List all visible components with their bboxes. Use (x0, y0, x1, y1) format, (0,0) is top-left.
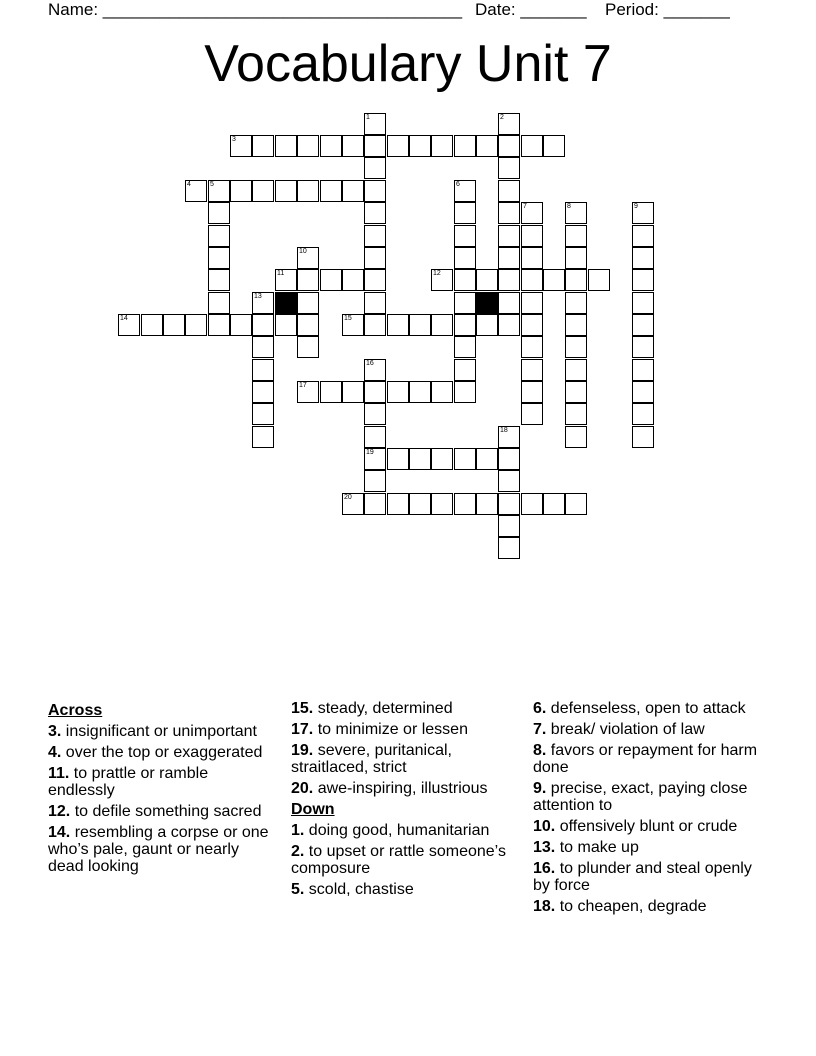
down-heading: Down (291, 801, 335, 818)
clue-number: 8 (567, 203, 571, 210)
grid-cell[interactable] (208, 269, 230, 291)
grid-cell[interactable] (252, 180, 274, 202)
grid-cell[interactable] (521, 403, 543, 425)
grid-cell[interactable] (565, 247, 587, 269)
grid-cell[interactable] (252, 314, 274, 336)
clue-number: 11 (277, 270, 285, 277)
clue-number-label: 15. (291, 700, 314, 717)
grid-cell[interactable] (476, 493, 498, 515)
clue-text: to plunder and steal openly by force (533, 860, 752, 894)
clue-number: 20 (344, 494, 352, 501)
grid-cell[interactable] (252, 135, 274, 157)
clue-text: to prattle or ramble endlessly (48, 765, 209, 799)
grid-cell[interactable] (454, 247, 476, 269)
name-field[interactable]: Name: ______________________________________ (48, 0, 463, 19)
clue-number: 18 (500, 427, 508, 434)
grid-cell[interactable] (342, 135, 364, 157)
grid-cell[interactable] (565, 359, 587, 381)
grid-cell[interactable] (632, 314, 654, 336)
clue-item (533, 780, 768, 814)
clue-text: severe, puritanical, straitlaced, strict (291, 742, 452, 776)
grid-cell[interactable] (632, 247, 654, 269)
clue-item (533, 839, 768, 856)
clue-item (291, 780, 516, 797)
clue-item (533, 700, 768, 717)
grid-cell[interactable] (141, 314, 163, 336)
grid-cell[interactable] (431, 269, 453, 291)
grid-cell[interactable] (454, 202, 476, 224)
grid-cell[interactable] (588, 269, 610, 291)
grid-cell[interactable] (364, 135, 386, 157)
clue-number-label: 9. (533, 780, 547, 797)
grid-cell[interactable] (409, 448, 431, 470)
grid-cell[interactable] (521, 359, 543, 381)
clue-number-label: 14. (48, 824, 71, 841)
grid-cell[interactable] (521, 336, 543, 358)
clue-item (291, 843, 516, 877)
clue-item (533, 721, 768, 738)
grid-cell[interactable] (208, 247, 230, 269)
grid-cell[interactable] (409, 381, 431, 403)
grid-cell[interactable] (364, 180, 386, 202)
clue-number-label: 4. (48, 744, 62, 761)
down-clue-list-cont (533, 700, 768, 915)
grid-cell[interactable] (297, 381, 319, 403)
clue-number: 5 (210, 181, 214, 188)
grid-cell[interactable] (498, 448, 520, 470)
grid-cell[interactable] (454, 336, 476, 358)
clue-number: 2 (500, 114, 504, 121)
clue-number-label: 6. (533, 700, 547, 717)
grid-cell[interactable] (454, 292, 476, 314)
grid-cell[interactable] (208, 180, 230, 202)
grid-cell[interactable] (454, 381, 476, 403)
grid-cell[interactable] (498, 426, 520, 448)
grid-cell[interactable] (364, 269, 386, 291)
clue-item (533, 818, 768, 835)
grid-cell[interactable] (252, 403, 274, 425)
clue-text: to upset or rattle someone’s composure (291, 843, 506, 877)
grid-cell[interactable] (208, 225, 230, 247)
grid-cell[interactable] (521, 292, 543, 314)
grid-cell[interactable] (454, 269, 476, 291)
grid-cell[interactable] (565, 403, 587, 425)
grid-cell[interactable] (632, 403, 654, 425)
grid-cell[interactable] (342, 493, 364, 515)
grid-cell[interactable] (565, 426, 587, 448)
grid-cell[interactable] (275, 180, 297, 202)
grid-cell[interactable] (409, 314, 431, 336)
clue-text: break/ violation of law (546, 721, 705, 738)
clue-number-label: 10. (533, 818, 556, 835)
clue-text: to make up (555, 839, 639, 856)
grid-cell[interactable] (364, 225, 386, 247)
grid-cell[interactable] (498, 292, 520, 314)
grid-cell[interactable] (297, 269, 319, 291)
clue-number: 12 (433, 270, 441, 277)
date-field[interactable]: Date: _______ (475, 0, 587, 19)
grid-cell[interactable] (431, 381, 453, 403)
grid-cell[interactable] (230, 180, 252, 202)
clue-text: steady, determined (313, 700, 453, 717)
clue-text: awe-inspiring, illustrious (313, 780, 488, 797)
clue-item (48, 803, 273, 820)
clues-column-1 (48, 700, 273, 879)
grid-cell[interactable] (387, 135, 409, 157)
clue-number-label: 18. (533, 898, 556, 915)
grid-cell[interactable] (565, 202, 587, 224)
grid-cell[interactable] (364, 403, 386, 425)
grid-cell[interactable] (521, 225, 543, 247)
grid-cell[interactable] (632, 225, 654, 247)
grid-cell[interactable] (320, 135, 342, 157)
grid-cell[interactable] (163, 314, 185, 336)
grid-cell[interactable] (521, 202, 543, 224)
grid-cell[interactable] (521, 135, 543, 157)
grid-cell[interactable] (498, 247, 520, 269)
grid-cell[interactable] (185, 180, 207, 202)
grid-cell[interactable] (118, 314, 140, 336)
clue-number-label: 16. (533, 860, 556, 877)
grid-cell[interactable] (364, 448, 386, 470)
grid-cell[interactable] (230, 135, 252, 157)
grid-cell[interactable] (632, 381, 654, 403)
clue-number-label: 20. (291, 780, 314, 797)
clue-number: 6 (456, 181, 460, 188)
grid-cell[interactable] (498, 269, 520, 291)
grid-cell[interactable] (565, 225, 587, 247)
black-square (275, 292, 297, 314)
grid-cell[interactable] (431, 314, 453, 336)
grid-cell[interactable] (342, 180, 364, 202)
grid-cell[interactable] (252, 359, 274, 381)
grid-cell[interactable] (454, 493, 476, 515)
grid-cell[interactable] (364, 359, 386, 381)
grid-cell[interactable] (476, 269, 498, 291)
grid-cell[interactable] (498, 202, 520, 224)
grid-cell[interactable] (387, 448, 409, 470)
grid-cell[interactable] (521, 381, 543, 403)
grid-cell[interactable] (521, 314, 543, 336)
grid-cell[interactable] (565, 381, 587, 403)
grid-cell[interactable] (364, 381, 386, 403)
grid-cell[interactable] (543, 269, 565, 291)
clue-number-label: 13. (533, 839, 556, 856)
clue-item (533, 742, 768, 776)
clue-number: 15 (344, 315, 352, 322)
grid-cell[interactable] (297, 314, 319, 336)
clue-text: insignificant or unimportant (61, 723, 257, 740)
grid-cell[interactable] (543, 493, 565, 515)
grid-cell[interactable] (252, 336, 274, 358)
grid-cell[interactable] (275, 269, 297, 291)
grid-cell[interactable] (230, 314, 252, 336)
clue-item (533, 860, 768, 894)
clue-item (48, 744, 273, 761)
clue-number: 1 (366, 114, 370, 121)
clue-number-label: 7. (533, 721, 547, 738)
grid-cell[interactable] (521, 493, 543, 515)
grid-cell[interactable] (252, 292, 274, 314)
clue-number-label: 1. (291, 822, 305, 839)
grid-cell[interactable] (364, 426, 386, 448)
clue-number: 16 (366, 360, 374, 367)
clues-column-2 (291, 700, 516, 902)
clue-text: scold, chastise (304, 881, 414, 898)
grid-cell[interactable] (565, 493, 587, 515)
grid-cell[interactable] (364, 202, 386, 224)
grid-cell[interactable] (454, 359, 476, 381)
grid-cell[interactable] (632, 202, 654, 224)
grid-cell[interactable] (454, 314, 476, 336)
clues-column-3 (533, 700, 768, 919)
grid-cell[interactable] (342, 381, 364, 403)
grid-cell[interactable] (632, 269, 654, 291)
grid-cell[interactable] (342, 269, 364, 291)
grid-cell[interactable] (498, 135, 520, 157)
clue-item (291, 822, 516, 839)
grid-cell[interactable] (498, 180, 520, 202)
across-clue-list-cont (291, 700, 516, 797)
grid-cell[interactable] (498, 113, 520, 135)
clue-number: 13 (254, 293, 262, 300)
grid-cell[interactable] (476, 314, 498, 336)
clue-text: doing good, humanitarian (304, 822, 490, 839)
clue-number: 7 (523, 203, 527, 210)
grid-cell[interactable] (409, 135, 431, 157)
across-heading: Across (48, 702, 103, 719)
grid-cell[interactable] (632, 292, 654, 314)
grid-cell[interactable] (320, 381, 342, 403)
clue-number-label: 11. (48, 765, 70, 782)
clue-item (291, 700, 516, 717)
page-title: Vocabulary Unit 7 (204, 35, 612, 93)
clue-number-label: 8. (533, 742, 547, 759)
grid-cell[interactable] (364, 314, 386, 336)
grid-cell[interactable] (476, 135, 498, 157)
grid-cell[interactable] (297, 135, 319, 157)
grid-cell[interactable] (454, 135, 476, 157)
grid-cell[interactable] (297, 180, 319, 202)
grid-cell[interactable] (498, 157, 520, 179)
grid-cell[interactable] (297, 247, 319, 269)
grid-cell[interactable] (498, 515, 520, 537)
period-field[interactable]: Period: _______ (605, 0, 730, 19)
grid-cell[interactable] (498, 470, 520, 492)
clue-text: precise, exact, paying close attention to (533, 780, 748, 814)
grid-cell[interactable] (498, 314, 520, 336)
grid-cell[interactable] (208, 314, 230, 336)
clue-number: 17 (299, 382, 307, 389)
clue-item (291, 721, 516, 738)
grid-cell[interactable] (387, 493, 409, 515)
grid-cell[interactable] (342, 314, 364, 336)
black-square (476, 292, 498, 314)
clue-number: 3 (232, 136, 236, 143)
grid-cell[interactable] (454, 225, 476, 247)
grid-cell[interactable] (297, 292, 319, 314)
clue-text: to cheapen, degrade (555, 898, 707, 915)
clue-item (48, 824, 273, 875)
clue-number-label: 3. (48, 723, 62, 740)
clue-item (291, 742, 516, 776)
grid-cell[interactable] (565, 269, 587, 291)
grid-cell[interactable] (275, 135, 297, 157)
grid-cell[interactable] (431, 493, 453, 515)
clue-text: to minimize or lessen (313, 721, 468, 738)
grid-cell[interactable] (208, 202, 230, 224)
across-clue-list (48, 723, 273, 875)
grid-cell[interactable] (275, 314, 297, 336)
clue-number: 19 (366, 449, 374, 456)
grid-cell[interactable] (454, 448, 476, 470)
grid-cell[interactable] (476, 448, 498, 470)
clue-number-label: 17. (291, 721, 314, 738)
clue-number: 9 (634, 203, 638, 210)
grid-cell[interactable] (320, 269, 342, 291)
clue-text: to defile something sacred (70, 803, 262, 820)
grid-cell[interactable] (565, 314, 587, 336)
clue-number-label: 12. (48, 803, 71, 820)
grid-cell[interactable] (364, 113, 386, 135)
grid-cell[interactable] (364, 292, 386, 314)
grid-cell[interactable] (252, 426, 274, 448)
grid-cell[interactable] (431, 448, 453, 470)
grid-cell[interactable] (364, 247, 386, 269)
clue-number: 14 (120, 315, 128, 322)
grid-cell[interactable] (565, 336, 587, 358)
clue-text: resembling a corpse or one who’s pale, gaunt or nearly dead looking (48, 824, 269, 875)
grid-cell[interactable] (297, 336, 319, 358)
grid-cell[interactable] (252, 381, 274, 403)
clue-item (533, 898, 768, 915)
grid-cell[interactable] (185, 314, 207, 336)
grid-cell[interactable] (454, 180, 476, 202)
clue-number-label: 5. (291, 881, 305, 898)
clue-number: 10 (299, 248, 307, 255)
grid-cell[interactable] (208, 292, 230, 314)
grid-cell[interactable] (632, 359, 654, 381)
grid-cell[interactable] (521, 269, 543, 291)
grid-cell[interactable] (521, 247, 543, 269)
grid-cell[interactable] (498, 225, 520, 247)
grid-cell[interactable] (364, 157, 386, 179)
clue-item (48, 765, 273, 799)
clue-number: 4 (187, 181, 191, 188)
grid-cell[interactable] (364, 470, 386, 492)
clue-number-label: 2. (291, 843, 305, 860)
grid-cell[interactable] (409, 493, 431, 515)
clue-number-label: 19. (291, 742, 314, 759)
grid-cell[interactable] (565, 292, 587, 314)
grid-cell[interactable] (431, 135, 453, 157)
clue-text: offensively blunt or crude (555, 818, 738, 835)
grid-cell[interactable] (498, 537, 520, 559)
grid-cell[interactable] (387, 381, 409, 403)
clue-text: over the top or exaggerated (61, 744, 263, 761)
grid-cell[interactable] (320, 180, 342, 202)
clue-item (291, 881, 516, 898)
clue-item (48, 723, 273, 740)
clue-text: defenseless, open to attack (546, 700, 746, 717)
grid-cell[interactable] (543, 135, 565, 157)
clue-text: favors or repayment for harm done (533, 742, 758, 776)
grid-cell[interactable] (632, 426, 654, 448)
grid-cell[interactable] (632, 336, 654, 358)
grid-cell[interactable] (364, 493, 386, 515)
grid-cell[interactable] (498, 493, 520, 515)
down-clue-list (291, 822, 516, 898)
grid-cell[interactable] (387, 314, 409, 336)
